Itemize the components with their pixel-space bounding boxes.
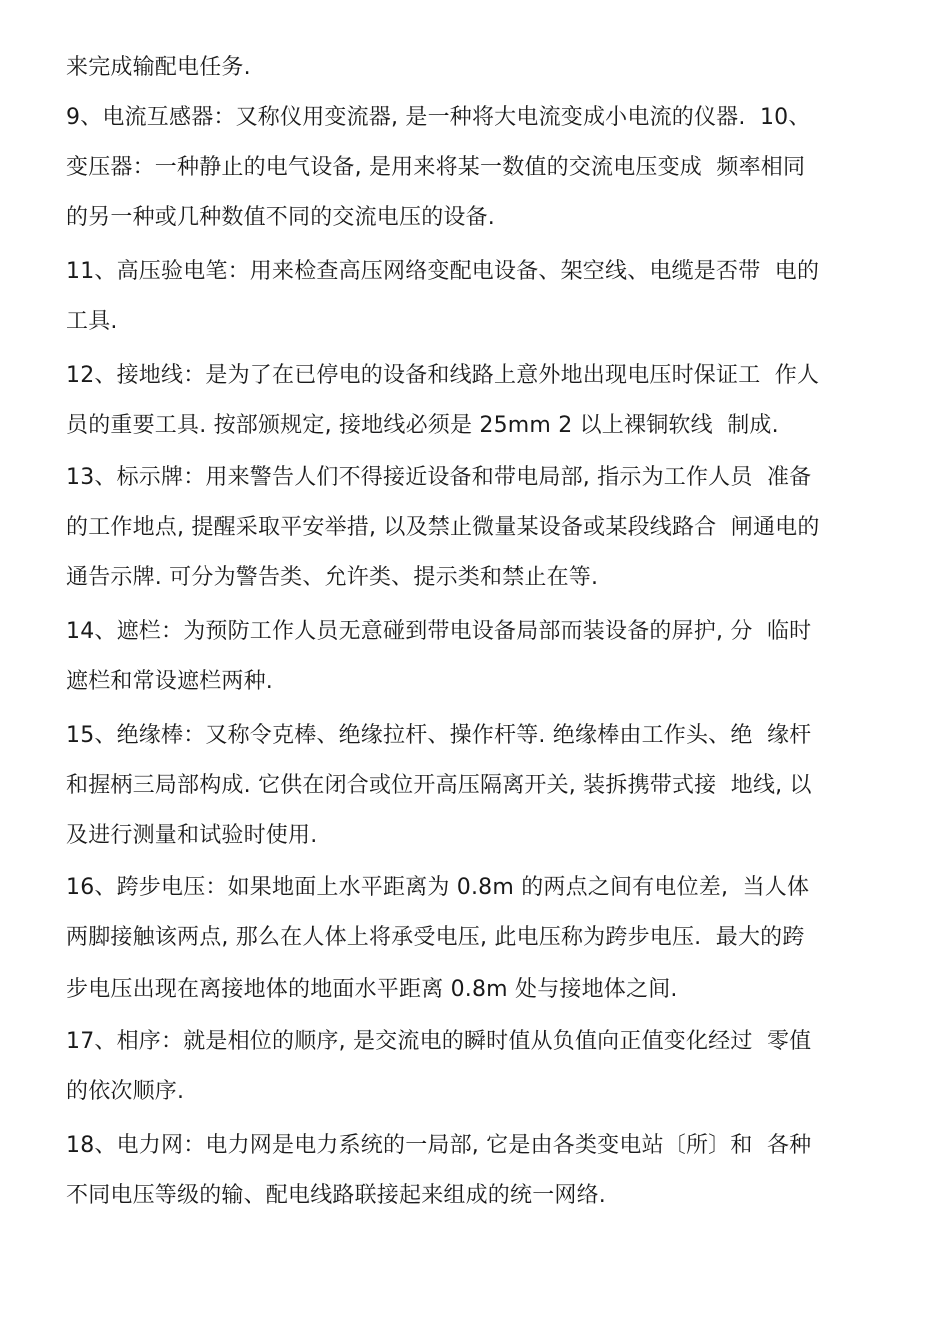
text-line: 的工作地点, 提醒采取平安举措, 以及禁止微量某设备或某段线路合 闸通电的 [66,515,820,540]
text-line: 18、电力网：电力网是电力系统的一局部, 它是由各类变电站〔所〕和 各种 [66,1133,812,1158]
text-line: 9、电流互感器：又称仪用变流器, 是一种将大电流变成小电流的仪器. 10、 [66,105,811,130]
text-line: 的依次顺序. [66,1079,185,1104]
text-line: 16、跨步电压：如果地面上水平距离为 0.8m 的两点之间有电位差, 当人体 [66,875,810,900]
text-line: 11、高压验电笔：用来检查高压网络变配电设备、架空线、电缆是否带 电的 [66,259,820,284]
text-line: 变压器：一种静止的电气设备, 是用来将某一数值的交流电压变成 频率相同 [66,155,806,180]
text-line: 不同电压等级的输、配电线路联接起来组成的统一网络. [66,1183,606,1208]
text-line: 17、相序：就是相位的顺序, 是交流电的瞬时值从负值向正值变化经过 零值 [66,1029,812,1054]
text-line: 12、接地线：是为了在已停电的设备和线路上意外地出现电压时保证工 作人 [66,363,820,388]
text-line: 通告示牌. 可分为警告类、允许类、提示类和禁止在等. [66,565,599,590]
text-line: 遮栏和常设遮栏两种. [66,669,273,694]
text-line: 15、绝缘棒：又称令克棒、绝缘拉杆、操作杆等. 绝缘棒由工作头、绝 缘杆 [66,723,812,748]
text-line: 和握柄三局部构成. 它供在闭合或位开高压隔离开关, 装拆携带式接 地线, 以 [66,773,812,798]
text-line: 工具. [66,309,118,334]
text-line: 13、标示牌：用来警告人们不得接近设备和带电局部, 指示为工作人员 准备 [66,465,812,490]
text-line: 的另一种或几种数值不同的交流电压的设备. [66,205,495,230]
text-line: 员的重要工具. 按部颁规定, 接地线必须是 25mm 2 以上裸铜软线 制成. [66,413,779,438]
text-line: 来完成输配电任务. [66,55,251,80]
text-line: 14、遮栏：为预防工作人员无意碰到带电设备局部而装设备的屏护, 分 临时 [66,619,812,644]
text-line: 两脚接触该两点, 那么在人体上将承受电压, 此电压称为跨步电压. 最大的跨 [66,925,805,950]
text-line: 及进行测量和试验时使用. [66,823,318,848]
text-line: 步电压出现在离接地体的地面水平距离 0.8m 处与接地体之间. [66,977,678,1002]
